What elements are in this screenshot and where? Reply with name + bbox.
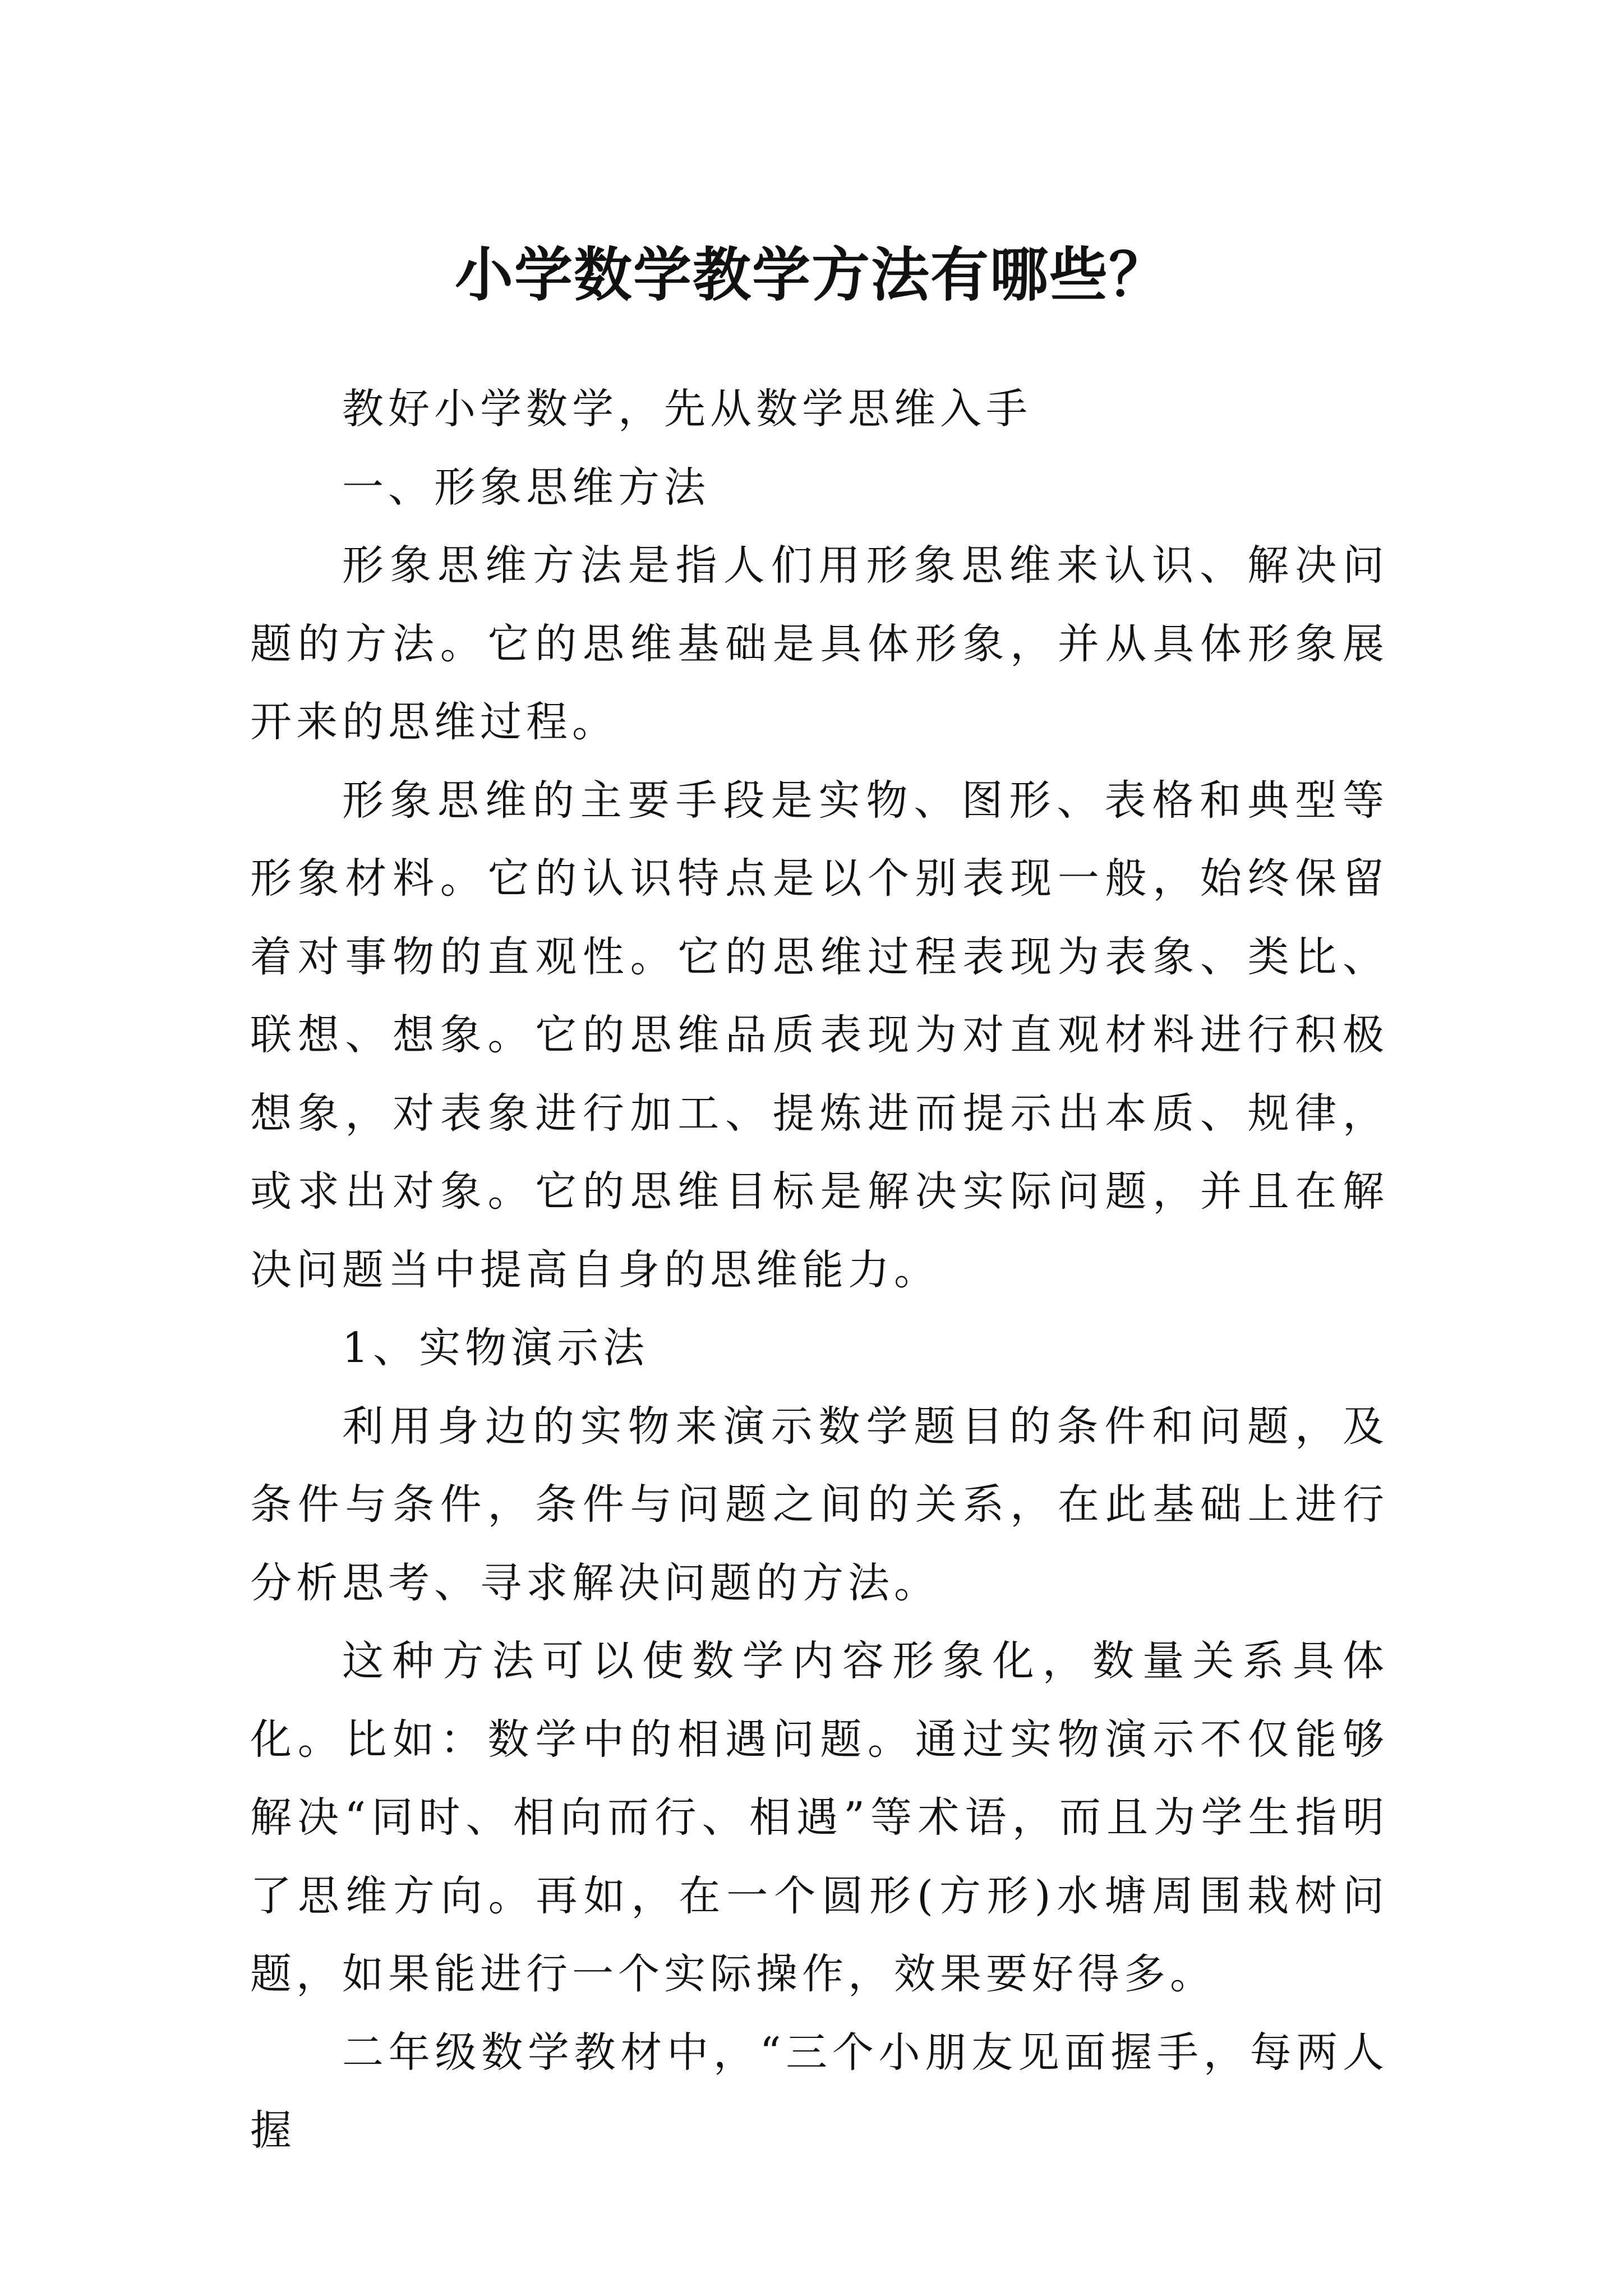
paragraph-intro: 教好小学数学，先从数学思维入手 (342, 385, 1032, 433)
paragraph-definition: 形象思维方法是指人们用形象思维来认识、解决问题的方法。它的思维基础是具体形象，并从具体形象展开来的思维过程。 (250, 541, 1389, 746)
paragraph-example: 这种方法可以使数学内容形象化，数量关系具体化。比如：数学中的相遇问题。通过实物演示不仅能够解决“同时、相向而行、相遇”等术语，而且为学生指明了思维方向。再如，在一个圆形(方形)水塘周围栽树问题，如果能进行一个实际操作，效果要好得多。 (250, 1637, 1389, 1998)
paragraph-object-demonstration: 利用身边的实物来演示数学题目的条件和问题，及条件与条件，条件与问题之间的关系，在此基础上进行分析思考、寻求解决问题的方法。 (250, 1402, 1389, 1607)
paragraph-characteristics: 形象思维的主要手段是实物、图形、表格和典型等形象材料。它的认识特点是以个别表现一般，始终保留着对事物的直观性。它的思维过程表现为表象、类比、联想、想象。它的思维品质表现为对直观材料进行积极想象，对表象进行加工、提炼进而提示出本质、规律，或求出对象。它的思维目标是解决实际问题，并且在解决问题当中提高自身的思维能力。 (250, 776, 1389, 1294)
document-body (250, 370, 1389, 2170)
paragraph-grade-two-example: 二年级数学教材中，“三个小朋友见面握手，每两人握 (250, 2028, 1389, 2155)
section-heading-imagery-thinking: 一、形象思维方法 (342, 463, 710, 512)
subsection-heading-object-demonstration: 1、实物演示法 (342, 1324, 649, 1372)
document-title: 小学数学教学方法有哪些？ (454, 240, 1168, 309)
